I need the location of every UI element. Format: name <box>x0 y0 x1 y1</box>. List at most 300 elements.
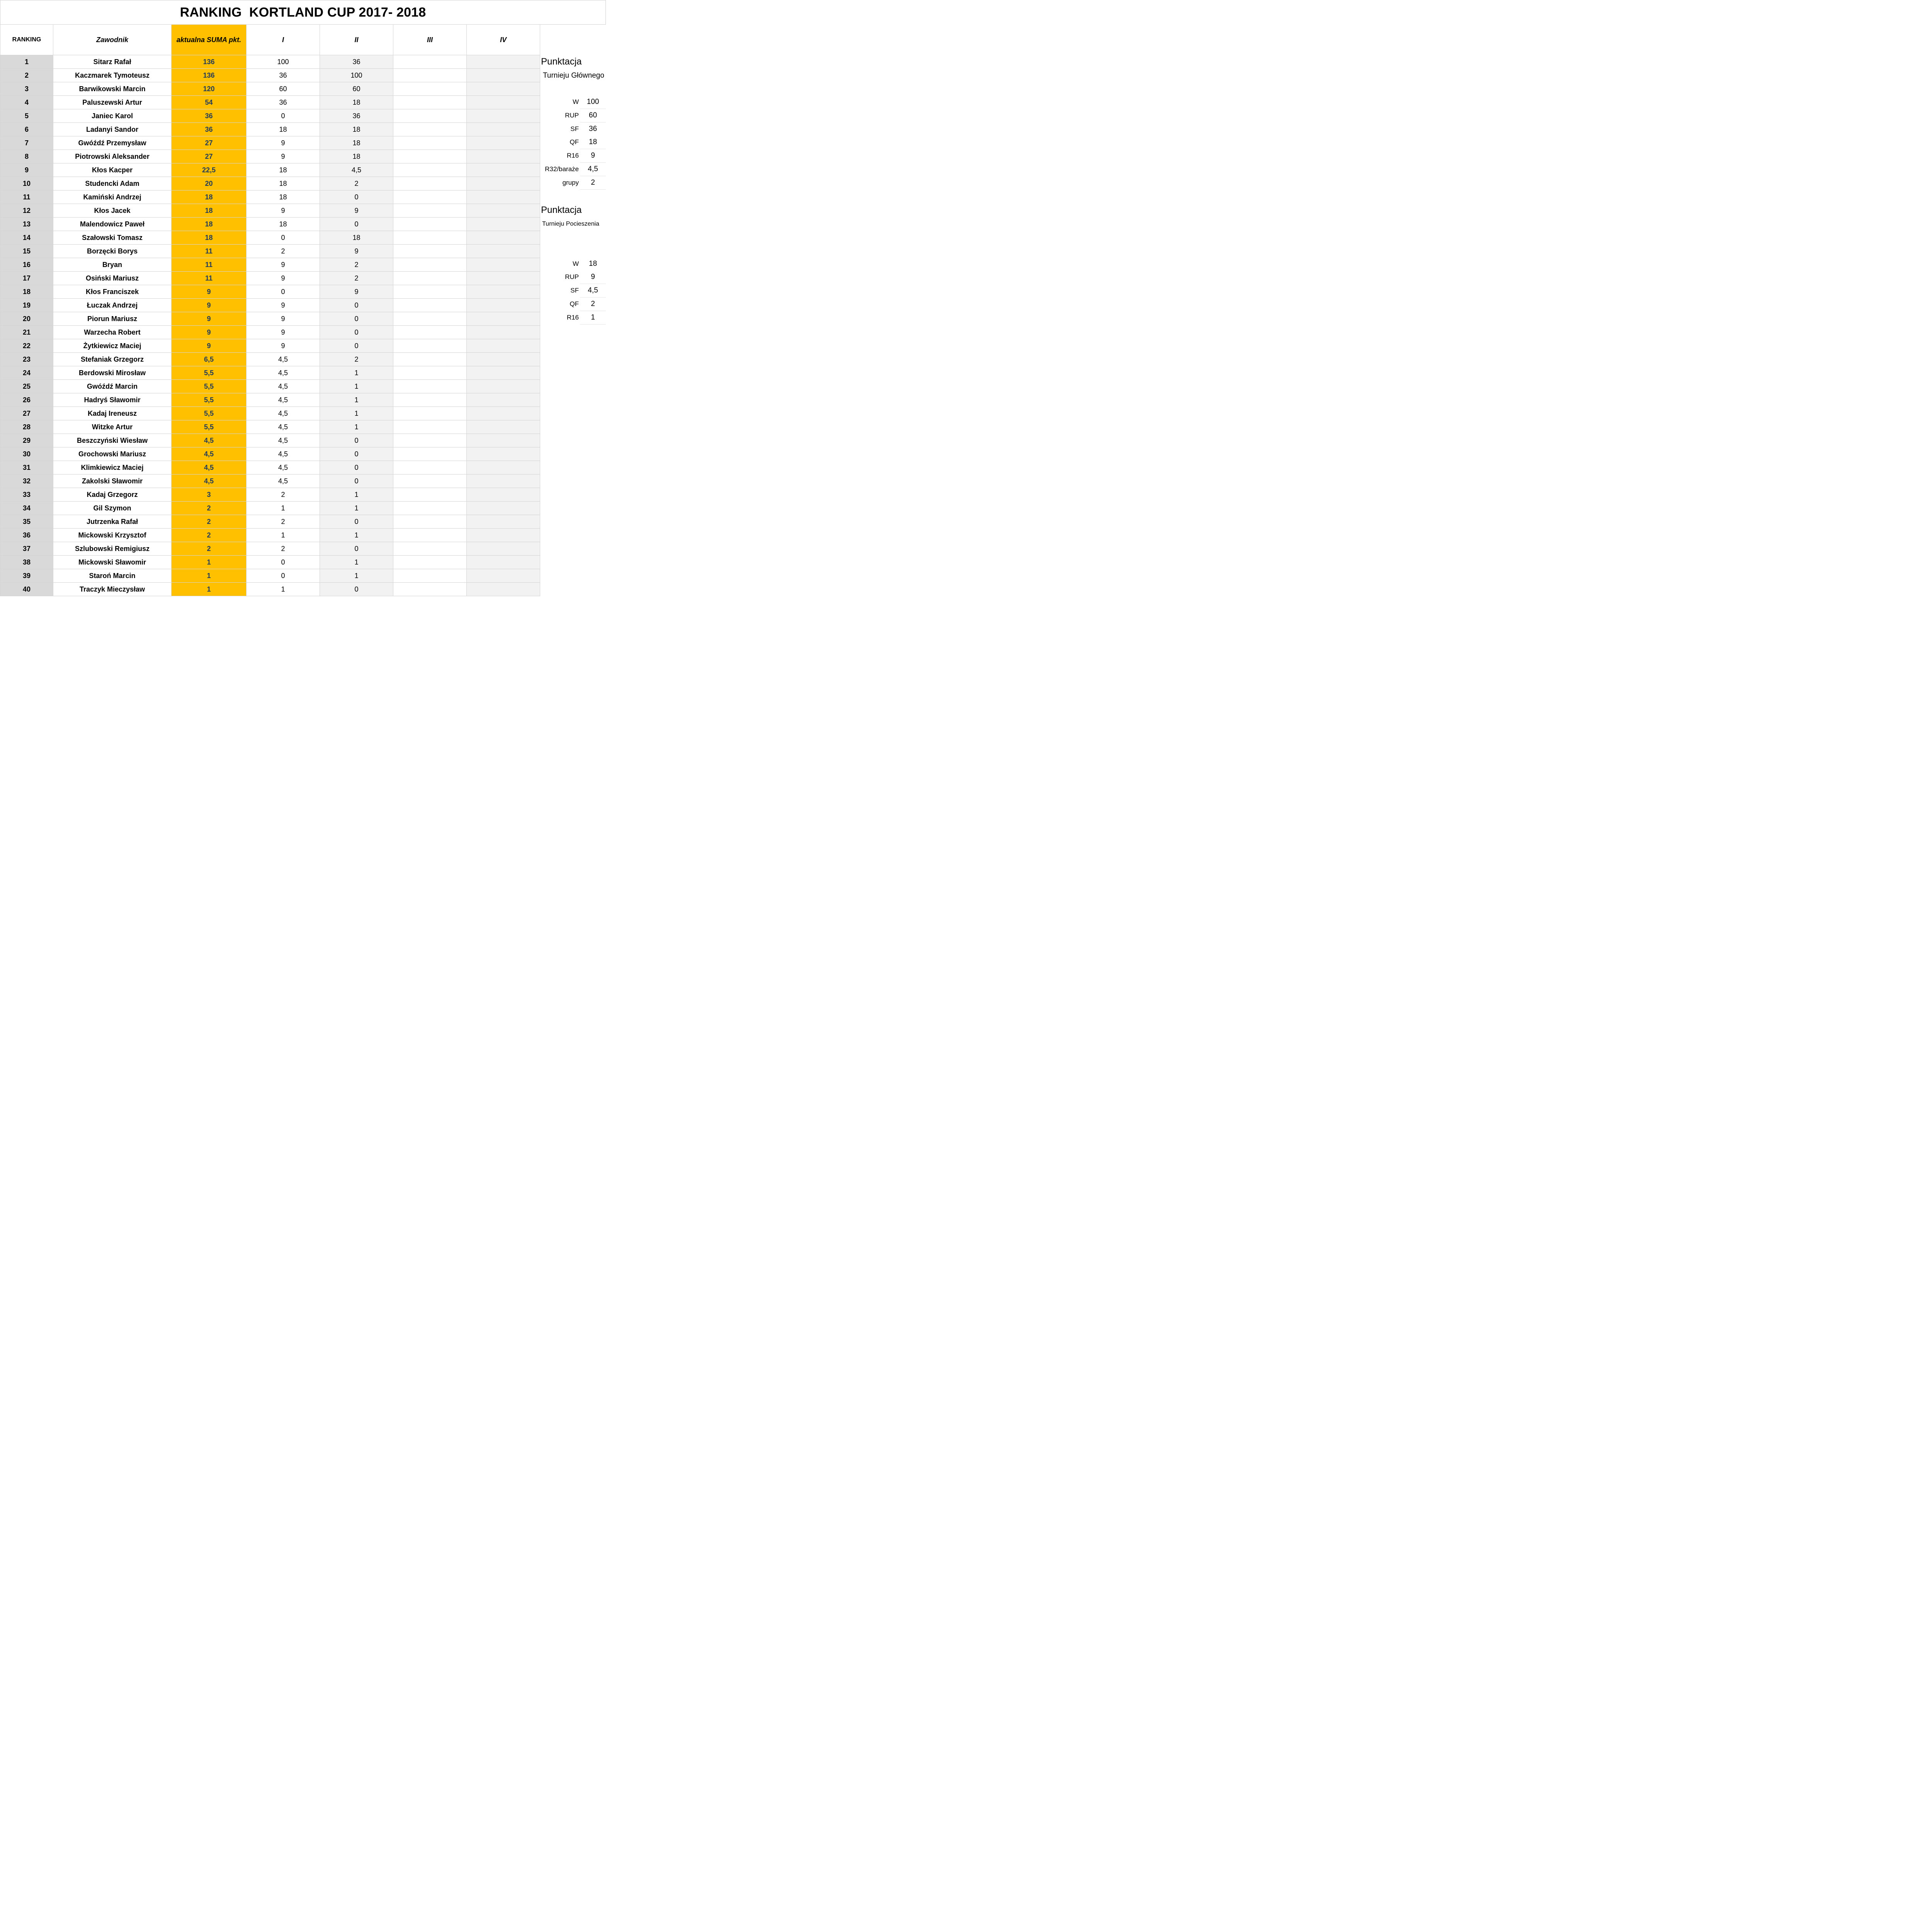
sum-cell: 36 <box>172 109 247 123</box>
rank-cell: 13 <box>0 218 53 231</box>
tournament-2-cell: 1 <box>320 407 393 420</box>
scoring-label: SF <box>570 125 579 133</box>
scoring-label: SF <box>570 287 579 294</box>
tournament-4-cell <box>467 312 540 326</box>
tournament-3-cell <box>393 326 467 339</box>
scoring-value: 2 <box>580 176 606 190</box>
player-name-cell: Kłos Kacper <box>53 163 172 177</box>
tournament-2-cell: 2 <box>320 353 393 366</box>
header-row <box>0 25 540 55</box>
rank-cell: 37 <box>0 542 53 556</box>
tournament-3-cell <box>393 529 467 542</box>
tournament-1-cell: 1 <box>247 502 320 515</box>
tournament-4-cell <box>467 556 540 569</box>
scoring-label: R32/baraże <box>545 165 579 173</box>
tournament-3-cell <box>393 461 467 474</box>
rank-cell: 5 <box>0 109 53 123</box>
sum-cell: 18 <box>172 204 247 218</box>
table-row <box>0 245 540 258</box>
tournament-2-cell: 1 <box>320 529 393 542</box>
tournament-2-cell: 18 <box>320 96 393 109</box>
player-name-cell: Kamiński Andrzej <box>53 190 172 204</box>
tournament-3-cell <box>393 204 467 218</box>
tournament-4-cell <box>467 272 540 285</box>
player-name-cell: Kadaj Ireneusz <box>53 407 172 420</box>
tournament-3-cell <box>393 447 467 461</box>
rank-cell: 32 <box>0 474 53 488</box>
rank-cell: 35 <box>0 515 53 529</box>
tournament-1-cell: 4,5 <box>247 420 320 434</box>
player-name-cell: Klimkiewicz Maciej <box>53 461 172 474</box>
tournament-1-cell: 2 <box>247 488 320 502</box>
scoring-row <box>540 163 606 176</box>
rank-cell: 12 <box>0 204 53 218</box>
table-row <box>0 529 540 542</box>
table-row <box>0 150 540 163</box>
tournament-1-cell: 18 <box>247 123 320 136</box>
scoring-label: grupy <box>562 179 579 187</box>
tournament-3-cell <box>393 339 467 353</box>
player-name-cell: Malendowicz Paweł <box>53 218 172 231</box>
tournament-2-cell: 1 <box>320 366 393 380</box>
sum-cell: 1 <box>172 569 247 583</box>
table-row <box>0 353 540 366</box>
tournament-2-cell: 0 <box>320 583 393 596</box>
tournament-4-cell <box>467 69 540 82</box>
tournament-2-cell: 1 <box>320 488 393 502</box>
tournament-1-cell: 0 <box>247 569 320 583</box>
sum-cell: 20 <box>172 177 247 190</box>
tournament-1-cell: 4,5 <box>247 434 320 447</box>
tournament-1-cell: 9 <box>247 258 320 272</box>
scoring-value: 1 <box>580 311 606 325</box>
scoring-value: 60 <box>580 109 606 122</box>
scoring-label: W <box>572 260 579 267</box>
player-name-cell: Borzęcki Borys <box>53 245 172 258</box>
tournament-2-cell: 1 <box>320 569 393 583</box>
sum-cell: 136 <box>172 69 247 82</box>
player-name-cell: Kadaj Grzegorz <box>53 488 172 502</box>
sum-cell: 2 <box>172 529 247 542</box>
sum-cell: 22,5 <box>172 163 247 177</box>
tournament-4-cell <box>467 502 540 515</box>
tournament-2-cell: 0 <box>320 515 393 529</box>
sum-cell: 5,5 <box>172 393 247 407</box>
table-row <box>0 474 540 488</box>
tournament-4-cell <box>467 204 540 218</box>
table-row <box>0 326 540 339</box>
tournament-3-cell <box>393 218 467 231</box>
rank-cell: 22 <box>0 339 53 353</box>
rank-cell: 18 <box>0 285 53 299</box>
player-name-cell: Staroń Marcin <box>53 569 172 583</box>
rank-cell: 4 <box>0 96 53 109</box>
player-name-cell: Zakolski Sławomir <box>53 474 172 488</box>
tournament-2-cell: 0 <box>320 542 393 556</box>
rank-cell: 14 <box>0 231 53 245</box>
player-name-cell: Berdowski Mirosław <box>53 366 172 380</box>
tournament-3-cell <box>393 420 467 434</box>
tournament-4-cell <box>467 515 540 529</box>
tournament-1-cell: 4,5 <box>247 407 320 420</box>
tournament-2-cell: 0 <box>320 339 393 353</box>
scoring-row <box>540 270 606 284</box>
tournament-1-cell: 9 <box>247 272 320 285</box>
tournament-4-cell <box>467 123 540 136</box>
tournament-3-cell <box>393 69 467 82</box>
tournament-1-cell: 9 <box>247 326 320 339</box>
tournament-1-cell: 36 <box>247 69 320 82</box>
tournament-1-cell: 0 <box>247 109 320 123</box>
tournament-3-cell <box>393 556 467 569</box>
table-row <box>0 123 540 136</box>
table-row <box>0 258 540 272</box>
table-row <box>0 569 540 583</box>
tournament-4-cell <box>467 109 540 123</box>
tournament-3-cell <box>393 136 467 150</box>
sum-cell: 5,5 <box>172 420 247 434</box>
tournament-3-cell <box>393 258 467 272</box>
tournament-3-cell <box>393 569 467 583</box>
player-name-cell: Stefaniak Grzegorz <box>53 353 172 366</box>
tournament-2-cell: 1 <box>320 502 393 515</box>
tournament-2-cell: 36 <box>320 55 393 69</box>
page-title: RANKING KORTLAND CUP 2017- 2018 <box>0 0 606 25</box>
tournament-1-cell: 9 <box>247 150 320 163</box>
tournament-3-cell <box>393 231 467 245</box>
rank-cell: 17 <box>0 272 53 285</box>
header-ranking: RANKING <box>0 25 53 55</box>
player-name-cell: Piotrowski Aleksander <box>53 150 172 163</box>
tournament-4-cell <box>467 258 540 272</box>
tournament-3-cell <box>393 583 467 596</box>
tournament-2-cell: 0 <box>320 326 393 339</box>
tournament-3-cell <box>393 177 467 190</box>
rank-cell: 11 <box>0 190 53 204</box>
tournament-1-cell: 100 <box>247 55 320 69</box>
tournament-1-cell: 18 <box>247 163 320 177</box>
table-row <box>0 488 540 502</box>
player-name-cell: Sitarz Rafał <box>53 55 172 69</box>
tournament-3-cell <box>393 163 467 177</box>
rank-cell: 16 <box>0 258 53 272</box>
tournament-4-cell <box>467 461 540 474</box>
rank-cell: 6 <box>0 123 53 136</box>
header-tournament-1: I <box>247 25 320 55</box>
tournament-3-cell <box>393 393 467 407</box>
scoring-label: R16 <box>566 152 579 160</box>
tournament-1-cell: 0 <box>247 231 320 245</box>
tournament-2-cell: 2 <box>320 177 393 190</box>
sum-cell: 4,5 <box>172 461 247 474</box>
tournament-1-cell: 4,5 <box>247 380 320 393</box>
sum-cell: 36 <box>172 123 247 136</box>
sum-cell: 18 <box>172 190 247 204</box>
tournament-1-cell: 2 <box>247 245 320 258</box>
table-row <box>0 420 540 434</box>
ranking-body <box>0 55 540 596</box>
tournament-1-cell: 2 <box>247 515 320 529</box>
table-row <box>0 515 540 529</box>
player-name-cell: Witzke Artur <box>53 420 172 434</box>
player-name-cell: Warzecha Robert <box>53 326 172 339</box>
table-row <box>0 339 540 353</box>
scoring-row <box>540 136 606 149</box>
table-row <box>0 434 540 447</box>
tournament-3-cell <box>393 245 467 258</box>
tournament-2-cell: 60 <box>320 82 393 96</box>
rank-cell: 20 <box>0 312 53 326</box>
scoring-value: 4,5 <box>580 163 606 176</box>
header-tournament-3: III <box>393 25 467 55</box>
player-name-cell: Janiec Karol <box>53 109 172 123</box>
rank-cell: 7 <box>0 136 53 150</box>
tournament-2-cell: 0 <box>320 190 393 204</box>
scoring-row <box>540 149 606 162</box>
tournament-3-cell <box>393 380 467 393</box>
player-name-cell: Grochowski Mariusz <box>53 447 172 461</box>
rank-cell: 36 <box>0 529 53 542</box>
scoring-row <box>540 298 606 311</box>
tournament-1-cell: 9 <box>247 136 320 150</box>
scoring-row <box>540 176 606 189</box>
tournament-3-cell <box>393 55 467 69</box>
tournament-3-cell <box>393 488 467 502</box>
tournament-2-cell: 0 <box>320 299 393 312</box>
scoring-label: QF <box>570 138 579 146</box>
tournament-3-cell <box>393 285 467 299</box>
rank-cell: 39 <box>0 569 53 583</box>
table-row <box>0 136 540 150</box>
tournament-2-cell: 4,5 <box>320 163 393 177</box>
table-row <box>0 190 540 204</box>
sum-cell: 9 <box>172 339 247 353</box>
rank-cell: 2 <box>0 69 53 82</box>
scoring-label: R16 <box>566 314 579 321</box>
tournament-4-cell <box>467 393 540 407</box>
player-name-cell: Kłos Franciszek <box>53 285 172 299</box>
table-row <box>0 407 540 420</box>
player-name-cell: Gwóźdź Przemysław <box>53 136 172 150</box>
tournament-2-cell: 0 <box>320 434 393 447</box>
tournament-2-cell: 9 <box>320 245 393 258</box>
sum-cell: 4,5 <box>172 447 247 461</box>
player-name-cell: Kaczmarek Tymoteusz <box>53 69 172 82</box>
tournament-3-cell <box>393 353 467 366</box>
tournament-3-cell <box>393 299 467 312</box>
tournament-4-cell <box>467 245 540 258</box>
rank-cell: 9 <box>0 163 53 177</box>
tournament-3-cell <box>393 82 467 96</box>
tournament-1-cell: 18 <box>247 218 320 231</box>
rank-cell: 28 <box>0 420 53 434</box>
table-row <box>0 177 540 190</box>
tournament-2-cell: 0 <box>320 474 393 488</box>
tournament-1-cell: 4,5 <box>247 393 320 407</box>
sum-cell: 54 <box>172 96 247 109</box>
tournament-3-cell <box>393 515 467 529</box>
tournament-3-cell <box>393 312 467 326</box>
scoring-value: 9 <box>580 149 606 163</box>
tournament-4-cell <box>467 488 540 502</box>
tournament-4-cell <box>467 569 540 583</box>
tournament-2-cell: 1 <box>320 556 393 569</box>
table-row <box>0 96 540 109</box>
sum-cell: 4,5 <box>172 434 247 447</box>
rank-cell: 15 <box>0 245 53 258</box>
tournament-1-cell: 0 <box>247 556 320 569</box>
player-name-cell: Hadryś Sławomir <box>53 393 172 407</box>
tournament-3-cell <box>393 150 467 163</box>
player-name-cell: Gil Szymon <box>53 502 172 515</box>
tournament-2-cell: 1 <box>320 393 393 407</box>
table-row <box>0 204 540 218</box>
tournament-4-cell <box>467 177 540 190</box>
tournament-2-cell: 36 <box>320 109 393 123</box>
tournament-1-cell: 4,5 <box>247 474 320 488</box>
tournament-4-cell <box>467 529 540 542</box>
rank-cell: 38 <box>0 556 53 569</box>
sum-cell: 27 <box>172 150 247 163</box>
tournament-3-cell <box>393 474 467 488</box>
player-name-cell: Szałowski Tomasz <box>53 231 172 245</box>
ranking-table <box>0 24 540 596</box>
sum-cell: 18 <box>172 218 247 231</box>
tournament-2-cell: 18 <box>320 123 393 136</box>
table-row <box>0 109 540 123</box>
tournament-2-cell: 18 <box>320 231 393 245</box>
table-row <box>0 542 540 556</box>
scoring-consolation-heading: Punktacja <box>541 204 582 215</box>
scoring-row <box>540 311 606 324</box>
header-player: Zawodnik <box>53 25 172 55</box>
scoring-value: 18 <box>580 257 606 271</box>
tournament-4-cell <box>467 366 540 380</box>
rank-cell: 40 <box>0 583 53 596</box>
table-row <box>0 461 540 474</box>
tournament-3-cell <box>393 123 467 136</box>
rank-cell: 23 <box>0 353 53 366</box>
tournament-3-cell <box>393 366 467 380</box>
tournament-1-cell: 9 <box>247 339 320 353</box>
tournament-4-cell <box>467 96 540 109</box>
rank-cell: 3 <box>0 82 53 96</box>
table-row <box>0 583 540 596</box>
sum-cell: 9 <box>172 312 247 326</box>
tournament-4-cell <box>467 407 540 420</box>
sum-cell: 27 <box>172 136 247 150</box>
tournament-2-cell: 0 <box>320 447 393 461</box>
table-row <box>0 55 540 69</box>
tournament-3-cell <box>393 96 467 109</box>
tournament-1-cell: 36 <box>247 96 320 109</box>
scoring-value: 18 <box>580 136 606 149</box>
tournament-2-cell: 9 <box>320 285 393 299</box>
tournament-3-cell <box>393 542 467 556</box>
rank-cell: 10 <box>0 177 53 190</box>
tournament-3-cell <box>393 272 467 285</box>
sum-cell: 9 <box>172 285 247 299</box>
sum-cell: 120 <box>172 82 247 96</box>
sum-cell: 9 <box>172 326 247 339</box>
table-row <box>0 366 540 380</box>
tournament-2-cell: 0 <box>320 218 393 231</box>
tournament-2-cell: 2 <box>320 258 393 272</box>
rank-cell: 1 <box>0 55 53 69</box>
tournament-4-cell <box>467 163 540 177</box>
player-name-cell: Mickowski Krzysztof <box>53 529 172 542</box>
tournament-2-cell: 18 <box>320 136 393 150</box>
tournament-1-cell: 4,5 <box>247 366 320 380</box>
tournament-1-cell: 9 <box>247 299 320 312</box>
tournament-2-cell: 0 <box>320 312 393 326</box>
tournament-2-cell: 100 <box>320 69 393 82</box>
table-row <box>0 380 540 393</box>
tournament-4-cell <box>467 150 540 163</box>
tournament-1-cell: 60 <box>247 82 320 96</box>
tournament-4-cell <box>467 339 540 353</box>
rank-cell: 27 <box>0 407 53 420</box>
scoring-value: 36 <box>580 122 606 136</box>
sum-cell: 2 <box>172 515 247 529</box>
tournament-1-cell: 1 <box>247 583 320 596</box>
sum-cell: 11 <box>172 245 247 258</box>
tournament-2-cell: 1 <box>320 380 393 393</box>
sum-cell: 9 <box>172 299 247 312</box>
sum-cell: 5,5 <box>172 366 247 380</box>
table-row <box>0 69 540 82</box>
tournament-4-cell <box>467 326 540 339</box>
scoring-label: QF <box>570 300 579 308</box>
player-name-cell: Łuczak Andrzej <box>53 299 172 312</box>
player-name-cell: Beszczyński Wiesław <box>53 434 172 447</box>
tournament-4-cell <box>467 434 540 447</box>
tournament-4-cell <box>467 285 540 299</box>
tournament-3-cell <box>393 434 467 447</box>
tournament-2-cell: 0 <box>320 461 393 474</box>
tournament-1-cell: 9 <box>247 312 320 326</box>
sum-cell: 6,5 <box>172 353 247 366</box>
rank-cell: 30 <box>0 447 53 461</box>
rank-cell: 33 <box>0 488 53 502</box>
sum-cell: 2 <box>172 502 247 515</box>
sum-cell: 136 <box>172 55 247 69</box>
tournament-4-cell <box>467 55 540 69</box>
table-row <box>0 82 540 96</box>
player-name-cell: Osiński Mariusz <box>53 272 172 285</box>
player-name-cell: Traczyk Mieczysław <box>53 583 172 596</box>
tournament-1-cell: 4,5 <box>247 447 320 461</box>
scoring-main-subheading: Turnieju Głównego <box>543 71 604 80</box>
sum-cell: 2 <box>172 542 247 556</box>
table-row <box>0 231 540 245</box>
tournament-1-cell: 9 <box>247 204 320 218</box>
player-name-cell: Paluszewski Artur <box>53 96 172 109</box>
table-row <box>0 163 540 177</box>
scoring-label: W <box>572 98 579 105</box>
table-row <box>0 502 540 515</box>
scoring-value: 100 <box>580 95 606 109</box>
rank-cell: 21 <box>0 326 53 339</box>
tournament-4-cell <box>467 82 540 96</box>
table-row <box>0 393 540 407</box>
tournament-4-cell <box>467 136 540 150</box>
scoring-row <box>540 95 606 109</box>
tournament-4-cell <box>467 583 540 596</box>
rank-cell: 29 <box>0 434 53 447</box>
scoring-row <box>540 122 606 136</box>
tournament-2-cell: 9 <box>320 204 393 218</box>
